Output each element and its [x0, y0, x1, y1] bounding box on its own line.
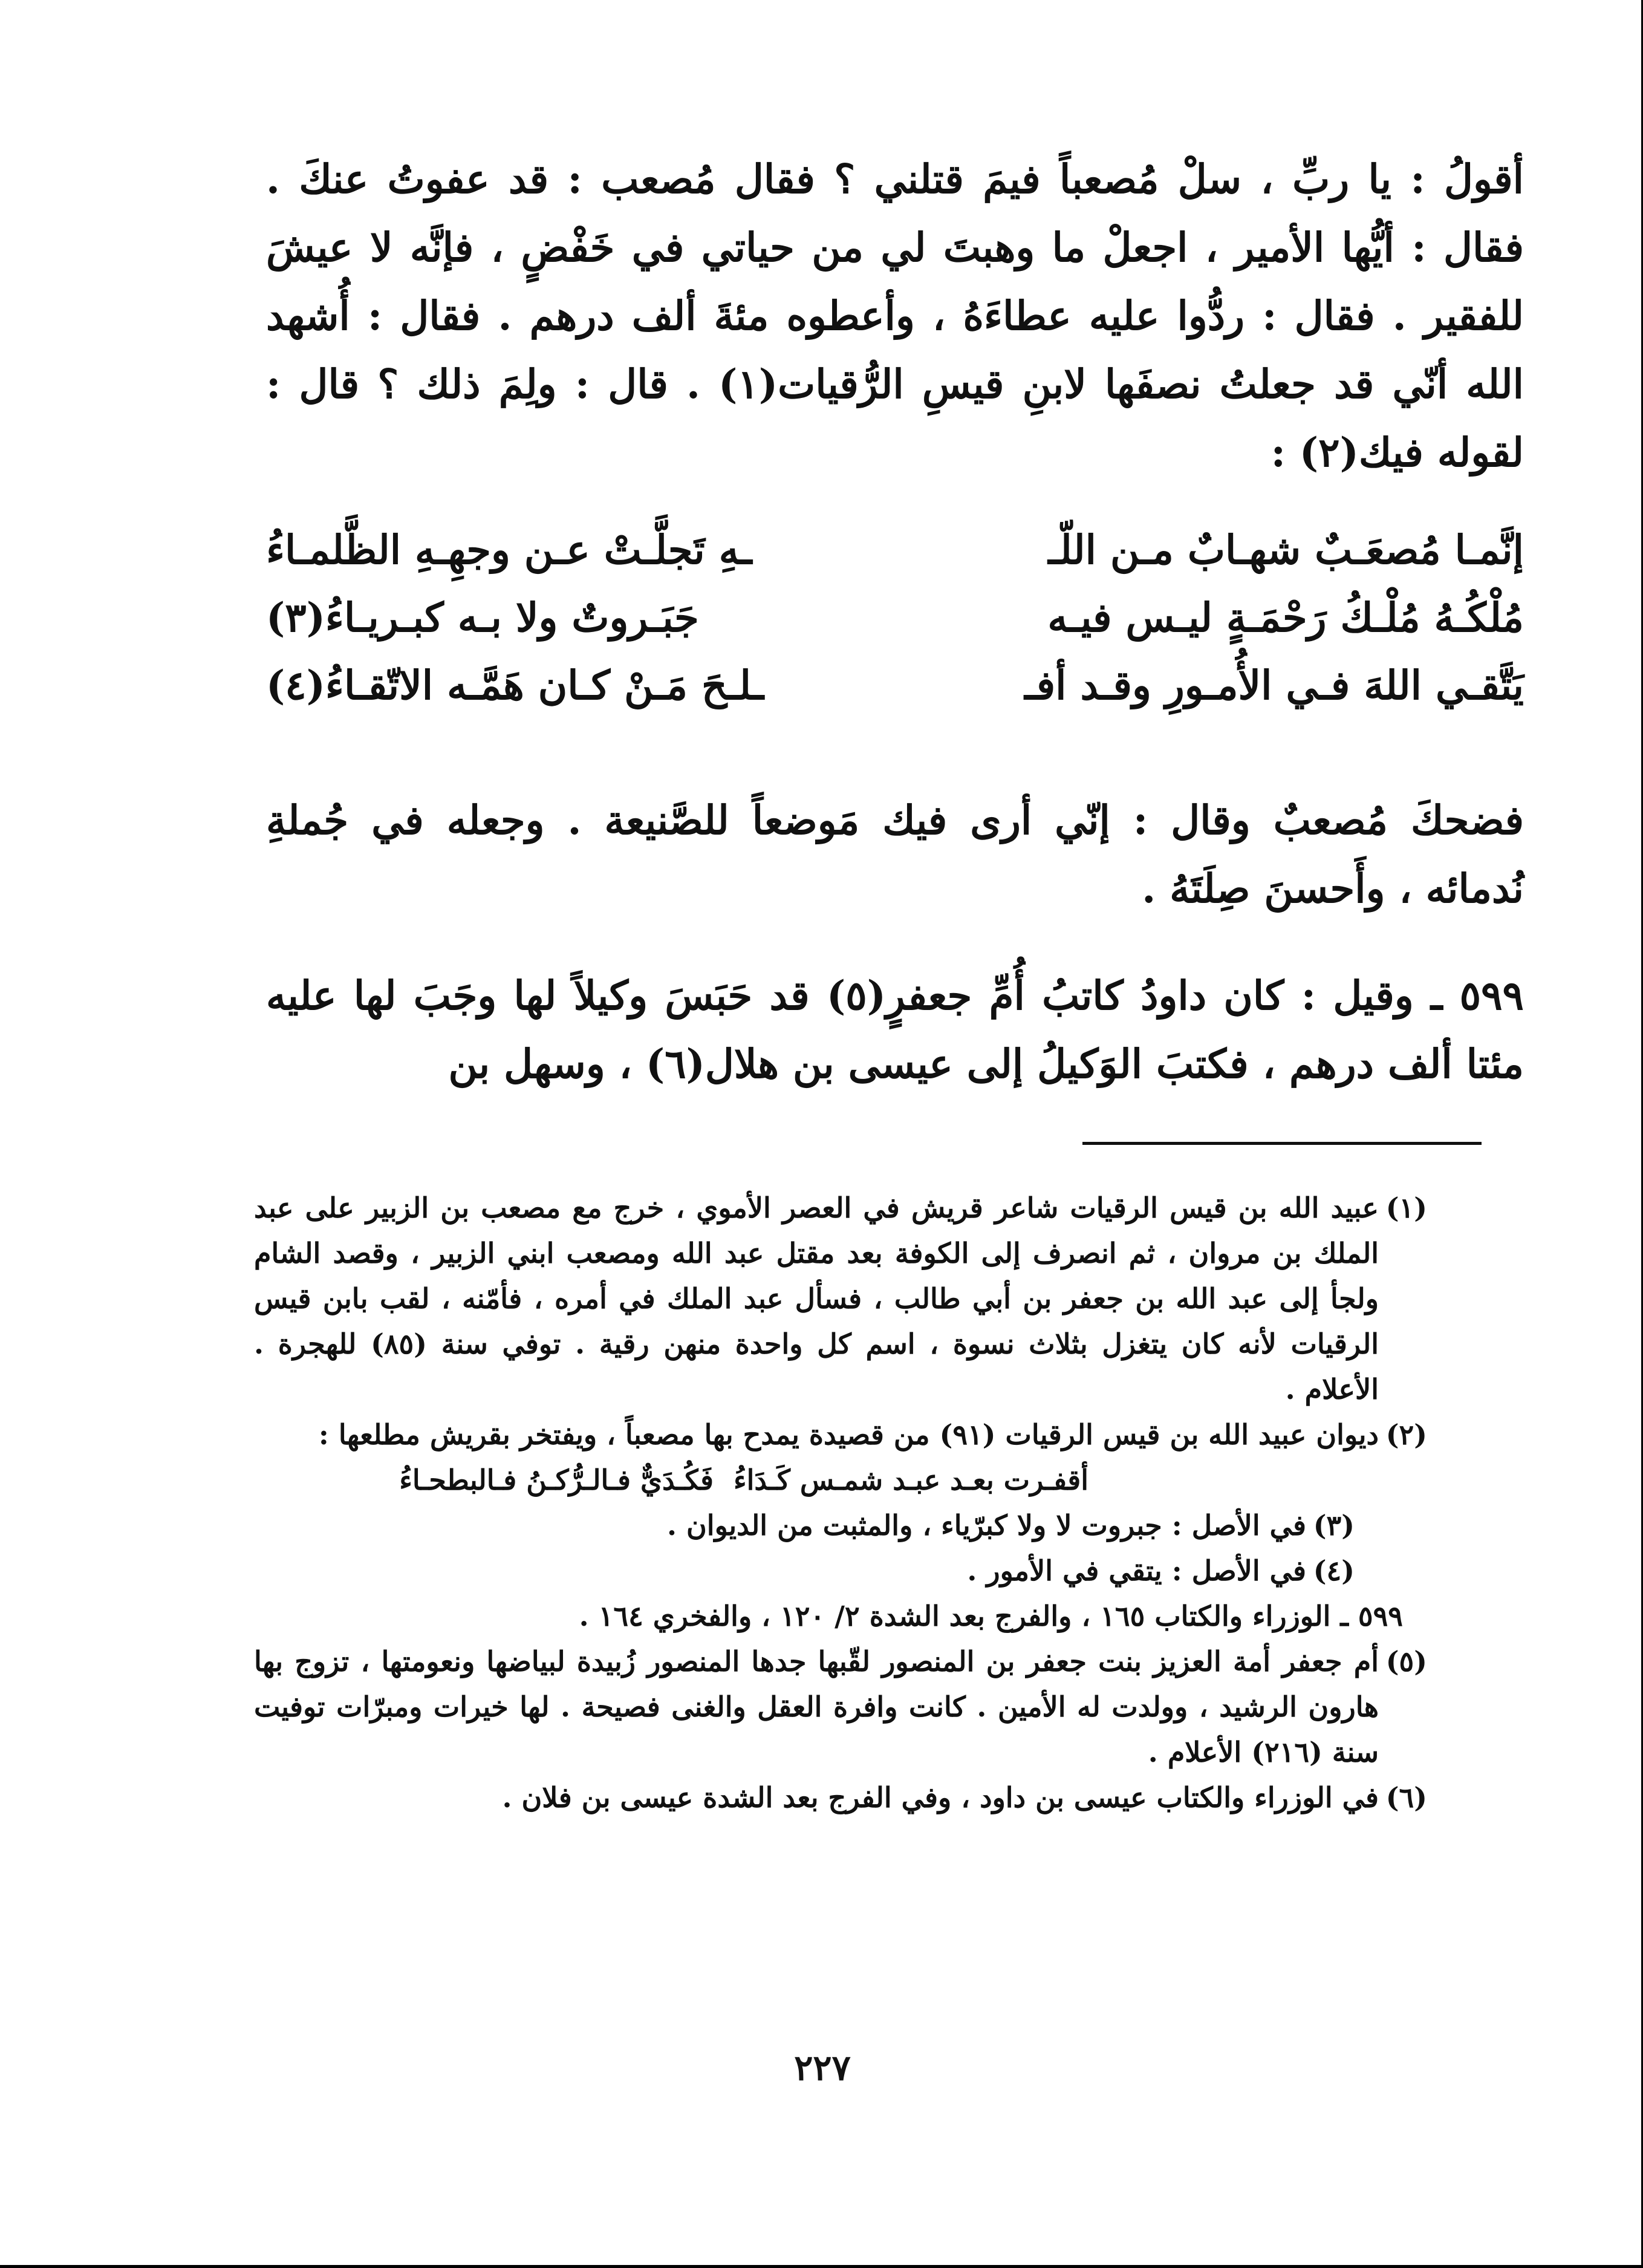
footnote [254, 1548, 1427, 1594]
footnote-text: في الأصل : يتقي في الأمور . [967, 1554, 1306, 1587]
footnote-number: (٣) [1313, 1509, 1355, 1542]
source-reference: ٥٩٩ ـ الوزراء والكتاب ١٦٥ ، والفرج بعد الشدة ٢/ ١٢٠ ، والفخري ١٦٤ . [579, 1600, 1403, 1632]
footnote-text: في الأصل : جبروت لا ولا كبرّياء ، والمثبت من الديوان . [666, 1509, 1306, 1542]
footnote [254, 1639, 1427, 1775]
footnote [254, 1185, 1427, 1412]
scan-border-bottom [0, 2265, 1643, 2268]
main-text-block-1 [266, 145, 1524, 487]
main-paragraph: أقولُ : يا ربِّ ، سلْ مُصعباً فيمَ قتلني ؟ فقال مُصعب : قد عفوتُ عنكَ . فقال : أيُّها الأمير ، اجعلْ ما وهبتَ لي من حياتي في خَفْضٍ ، فإنَّه لا عيشَ للفقير . فقال : ردُّوا عليه عطاءَهُ ، وأعطوه مئةَ ألف درهم . فقال : أُشهد الله أنّي قد جعلتُ نصفَها لابنِ قيسِ الرُّقيات(١) . قال : ولِمَ ذلك ؟ قال : لقوله فيك(٢) : [266, 155, 1524, 476]
verse-second-hemistich: ـلـحَ مَـنْ كـان هَمَّـه الاتّقـاءُ(٤) [266, 662, 764, 709]
main-paragraph: فضحكَ مُصعبٌ وقال : إنّي أرى فيك مَوضعاً للصَّنيعة . وجعله في جُملةِ نُدمائه ، وأَحسنَ صِلَتَهُ . [266, 797, 1524, 912]
footnote [254, 1412, 1427, 1458]
footnote [254, 1775, 1427, 1820]
verse-line [266, 526, 1524, 594]
footnote-number: (٤) [1313, 1554, 1355, 1587]
footnote-verse [254, 1458, 1427, 1503]
verse-first-hemistich: إنَّمـا مُصعَـبٌ شهـابٌ مـن اللّـ [1048, 526, 1524, 573]
footnote-separator [1082, 1142, 1482, 1145]
footnote-text: ديوان عبيد الله بن قيس الرقيات (٩١) من قصيدة يمدح بها مصعباً ، ويفتخر بقريش مطلعها : [318, 1418, 1379, 1451]
footnote-number: (٦) [1385, 1781, 1427, 1814]
footnote-text: في الوزراء والكتاب عيسى بن داود ، وفي الفرج بعد الشدة عيسى بن فلان . [502, 1781, 1379, 1814]
footnote-verse-first-hemistich: أقفـرت بعـد عبـد شمـس كَـدَاءُ [733, 1464, 1088, 1496]
poem-verses [266, 526, 1524, 729]
footnote-text: عبيد الله بن قيس الرقيات شاعر قريش في العصر الأموي ، خرج مع مصعب بن الزبير على عبد الملك بن مروان ، ثم انصرف إلى الكوفة بعد مقتل عبد الله ومصعب ابني الزبير ، وقصد الشام ولجأ إلى عبد الله بن جعفر بن أبي طالب ، فسأل عبد الملك في أمره ، فأمّنه ، لقب بابن قيس الرقيات لأنه كان يتغزل بثلاث نسوة ، اسم كل واحدة منهن رقية . توفي سنة (٨٥) للهجرة . الأعلام . [254, 1191, 1379, 1406]
verse-line [266, 594, 1524, 662]
main-paragraph: ٥٩٩ ـ وقيل : كان داودُ كاتبُ أُمِّ جعفرٍ(٥) قد حَبَسَ وكيلاً لها وجَبَ لها عليه مئتا ألف درهم ، فكتبَ الوَكيلُ إلى عيسى بن هلال(٦) ، وسهل بن [266, 972, 1524, 1087]
verse-first-hemistich: يَتَّقـي اللهَ فـي الأُمـورِ وقـد أفـ [1024, 662, 1524, 709]
footnote-text: أم جعفر أمة العزيز بنت جعفر بن المنصور لقّبها جدها المنصور زُبيدة لبياضها ونعومتها ، تزوج بها هارون الرشيد ، وولدت له الأمين . كانت وافرة العقل والغنى فصيحة . لها خيرات ومبرّات توفيت سنة (٢١٦) الأعلام . [254, 1645, 1379, 1768]
footnote [254, 1503, 1427, 1548]
page-number: ٢٢٧ [794, 2047, 851, 2088]
main-text-block-2 [266, 786, 1524, 923]
verse-second-hemistich: جَبَـروتٌ ولا بـه كبـريـاءُ(٣) [266, 594, 699, 641]
verse-line [266, 662, 1524, 729]
footnotes [254, 1185, 1427, 1820]
verse-second-hemistich: ـهِ تَجلَّـتْ عـن وجهِـهِ الظَّلمـاءُ [266, 526, 752, 573]
footnote-number: (١) [1385, 1191, 1427, 1224]
verse-first-hemistich: مُلْكُـهُ مُلْـكُ رَحْمَـةٍ ليـس فيـه [1047, 594, 1524, 641]
footnote-number: (٥) [1385, 1645, 1427, 1678]
footnote-number: (٢) [1385, 1418, 1427, 1451]
main-text-block-3 [266, 962, 1524, 1098]
footnote-verse-second-hemistich: فَكُـدَيٌّ فـالـرُّكـنُ فـالبطحـاءُ [399, 1464, 714, 1496]
